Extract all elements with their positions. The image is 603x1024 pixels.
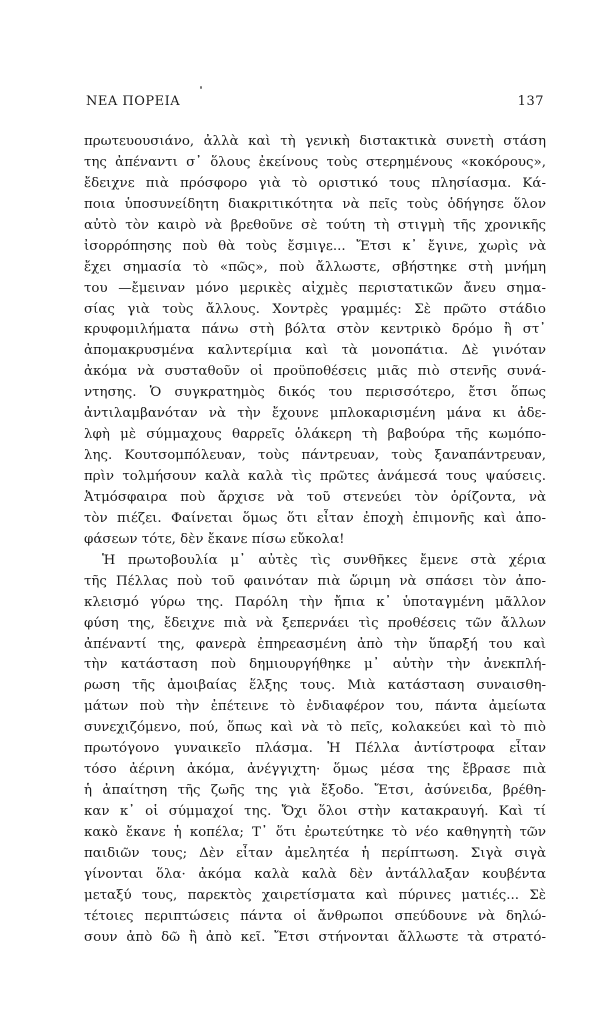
text-line: λφὴ μὲ σύμμαχους θαρρεῖς ὁλάκερη τὴ βαβούρα τῆς κωμόπο- (84, 427, 546, 443)
text-line: παιδιῶν τους; Δὲν εἶταν ἀμελητέα ἡ περίπτωση. Σιγὰ σιγὰ (84, 845, 546, 861)
text-line: ντησης. Ὁ συγκρατημὸς δικός του περισσότερο, ἔτσι ὅπως (84, 385, 546, 401)
text-line: τέτοιες περιπτώσεις πάντα οἱ ἄνθρωποι σπεύδουνε νὰ δηλώ- (84, 908, 546, 924)
text-line: αὐτὸ τὸν καιρὸ νὰ βρεθοῦνε σὲ τούτη τὴ στιγμὴ τῆς χρονικῆς (84, 217, 546, 233)
text-line: ρωση τῆς ἀμοιβαίας ἕλξης τους. Μιὰ κατάσταση συναισθη- (84, 678, 546, 694)
text-line: ἀντιλαμβανόταν νὰ τὴν ἔχουνε μπλοκαρισμένη μάνα κι ἀδε- (84, 406, 546, 422)
text-line: τὸν πιέζει. Φαίνεται ὅμως ὅτι εἶταν ἐποχὴ ἐπιμονῆς καὶ ἀπο- (84, 510, 546, 526)
text-line: ποια ὑποσυνείδητη διακριτικότητα νὰ πεῖς τοὺς ὁδήγησε ὅλον (84, 196, 546, 212)
text-line: μεταξύ τους, παρεκτὸς χαιρετίσματα καὶ πύρινες ματιές... Σὲ (84, 887, 546, 903)
text-line: γίνονται ὅλα· ἀκόμα καλὰ καλὰ δὲν ἀντάλλαξαν κουβέντα (84, 866, 546, 882)
text-line: τὴν κατάσταση ποὺ δημιουργήθηκε μ᾽ αὐτὴν τὴν ἀνεκπλή- (84, 657, 546, 673)
text-line: του —ἔμειναν μόνο μερικὲς αἰχμὲς περιστατικῶν ἄνευ σημα- (84, 280, 546, 296)
text-line: πρωτόγονο γυναικεῖο πλάσμα. Ἡ Πέλλα ἀντίστροφα εἶταν (84, 741, 546, 757)
text-line: ἀπέναντί της, φανερὰ ἐπηρεασμένη ἀπὸ τὴν ὕπαρξή του καὶ (84, 636, 546, 652)
text-line: ἡ ἀπαίτηση τῆς ζωῆς της γιὰ ἔξοδο. Ἔτσι, ἀσύνειδα, βρέθη- (84, 783, 546, 799)
text-line: φύση της, ἔδειχνε πιὰ νὰ ξεπερνάει τὶς προθέσεις τῶν ἄλλων (84, 615, 546, 631)
print-speck (200, 86, 202, 89)
text-line: ἀπομακρυσμένα καλντερίμια καὶ τὰ μονοπάτια. Δὲ γινόταν (84, 343, 546, 359)
text-line: σουν ἀπὸ δῶ ἢ ἀπὸ κεῖ. Ἔτσι στήνονται ἄλλωστε τὰ στρατό- (84, 929, 546, 945)
text-line: μάτων ποὺ τὴν ἐπέτεινε τὸ ἐνδιαφέρον του, πάντα ἀμείωτα (84, 699, 546, 715)
text-line: ἰσορρόπησης ποὺ θὰ τοὺς ἔσμιγε... Ἔτσι κ᾽ ἔγινε, χωρὶς νὰ (84, 238, 546, 254)
text-line: ἔδειχνε πιὰ πρόσφορο γιὰ τὸ οριστικό τους πλησίασμα. Κά- (84, 175, 546, 191)
text-line: ἀκόμα νὰ συσταθοῦν οἱ προϋποθέσεις μιᾶς πιὸ στενῆς συνά- (84, 364, 546, 380)
text-line: λης. Κουτσομπόλευαν, τοὺς πάντρευαν, τοὺς ξαναπάντρευαν, (84, 448, 546, 464)
text-line: κακὸ ἔκανε ἡ κοπέλα; Τ᾽ ὅτι ἐρωτεύτηκε τὸ νέο καθηγητὴ τῶν (84, 824, 546, 840)
running-header (86, 94, 544, 112)
body-text (84, 132, 546, 949)
text-line: καν κ᾽ οἱ σύμμαχοί της. Ὄχι ὅλοι στὴν κατακραυγή. Καὶ τί (84, 804, 546, 819)
text-line: κρυφομιλήματα πάνω στὴ βόλτα στὸν κεντρικὸ δρόμο ἢ στ᾽ (84, 322, 546, 338)
text-line: πρὶν τολμήσουν καλὰ καλὰ τὶς πρῶτες ἀνάμεσά τους ψαύσεις. (84, 469, 546, 484)
paragraph-start-line: Ἡ πρωτοβουλία μ᾽ αὐτὲς τὶς συνθῆκες ἔμενε στὰ χέρια (102, 552, 546, 568)
text-line: συνεχιζόμενο, πού, ὅπως καὶ νὰ τὸ πεῖς, κολακεύει καὶ τὸ πιὸ (84, 720, 546, 736)
text-line: τόσο ἀέρινη ἀκόμα, ἀνέγγιχτη· ὅμως μέσα της ἔβρασε πιὰ (84, 762, 546, 778)
text-line: ἔχει σημασία τὸ «πῶς», ποὺ ἄλλωστε, σβήστηκε στὴ μνήμη (84, 259, 546, 275)
text-line: σίας γιὰ τοὺς ἄλλους. Χοντρὲς γραμμές: Σὲ πρῶτο στάδιο (84, 301, 546, 317)
running-title: ΝΕΑ ΠΟΡΕΙΑ (86, 94, 181, 109)
text-line: Ἀτμόσφαιρα ποὺ ἄρχισε νὰ τοῦ στενεύει τὸν ὁρίζοντα, νὰ (84, 489, 546, 505)
text-line: πρωτευουσιάνο, ἀλλὰ καὶ τὴ γενικὴ διστακτικὰ συνετὴ στάση (84, 134, 546, 149)
text-line: κλεισμό γύρω της. Παρόλη τὴν ἤπια κ᾽ ὑποταγμένη μᾶλλον (84, 594, 546, 610)
page-number: 137 (517, 94, 544, 109)
text-line: της ἀπέναντι σ᾽ ὅλους ἐκείνους τοὺς στερημένους «κοκόρους», (84, 154, 546, 170)
text-line: τῆς Πέλλας ποὺ τοῦ φαινόταν πιὰ ὥριμη νὰ σπάσει τὸν ἀπο- (84, 573, 546, 589)
paragraph-end-line: φάσεων τότε, δὲν ἔκανε πίσω εὔκολα! (84, 531, 345, 547)
